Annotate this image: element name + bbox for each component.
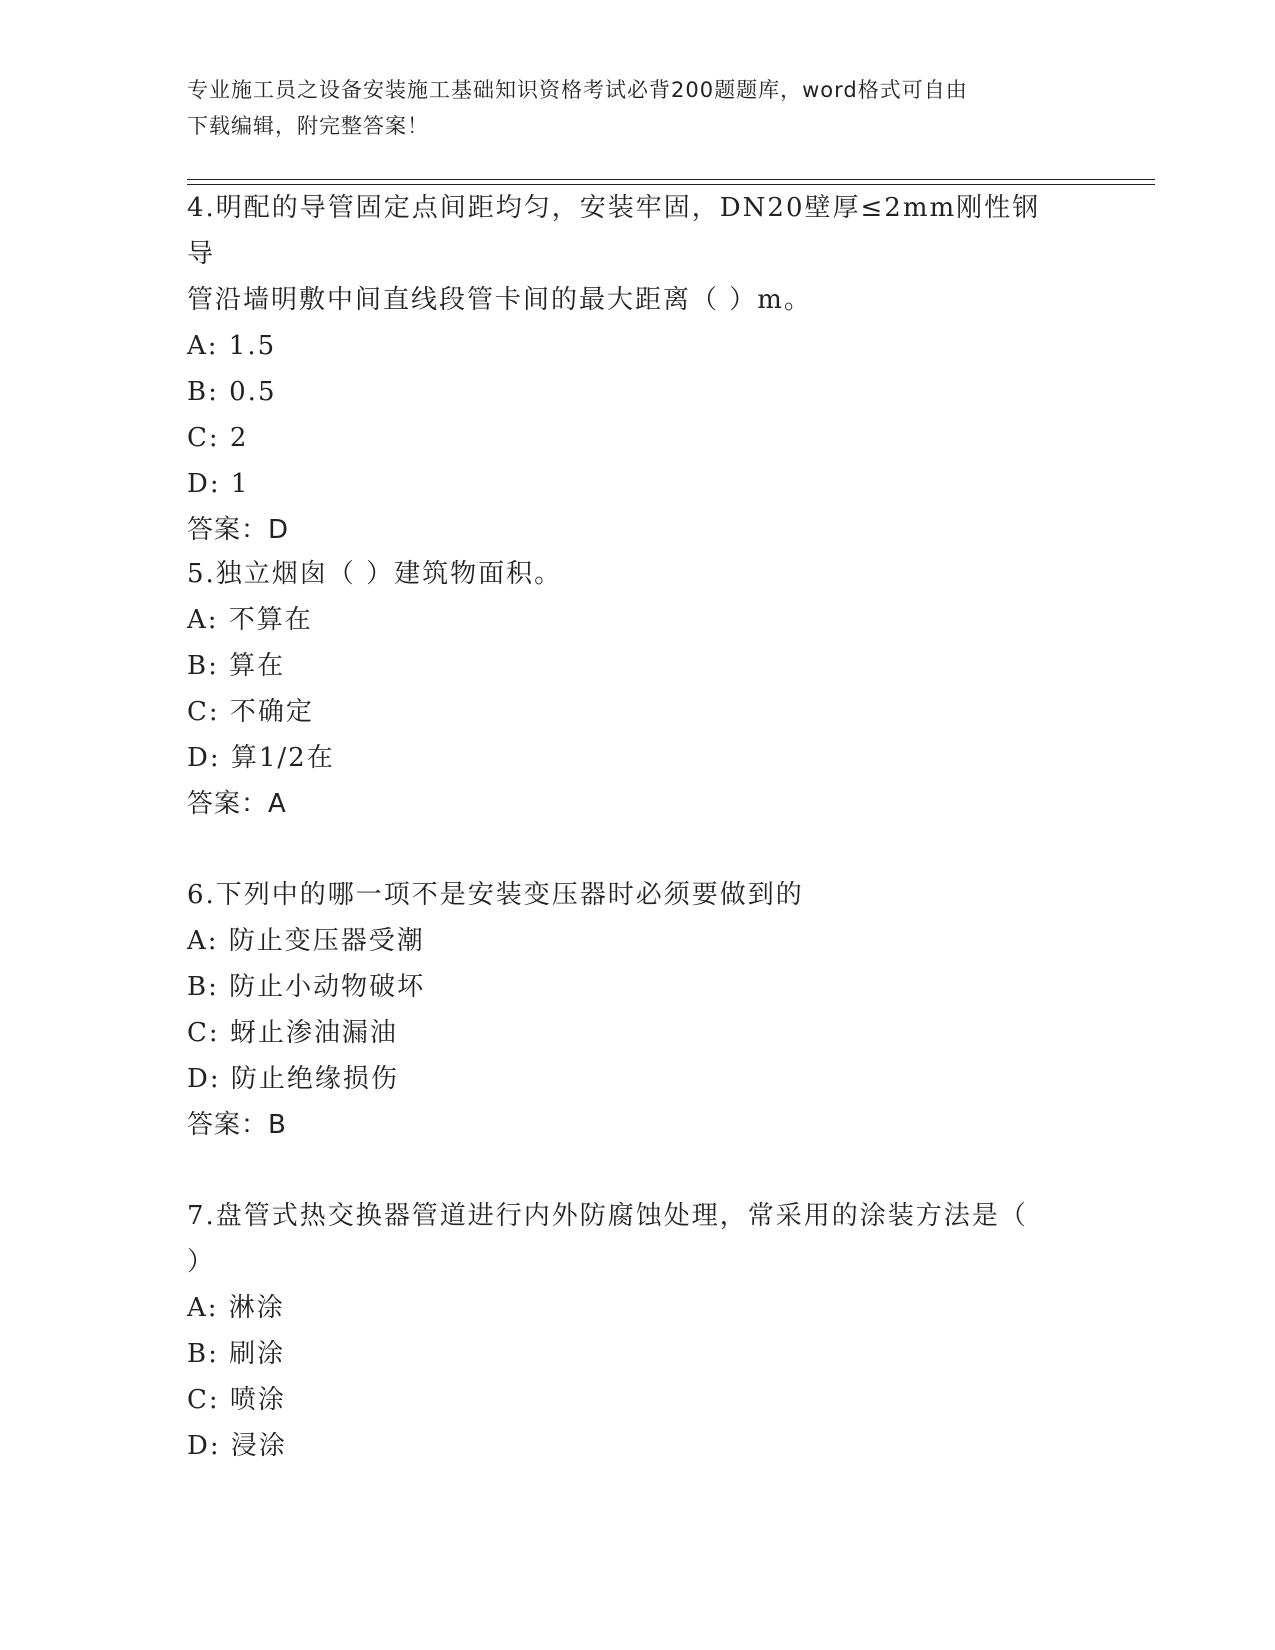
option-c: C: 喷涂 [187,1385,286,1415]
answer: 答案：A [187,789,287,819]
option-c: C: 2 [187,423,249,453]
question-5 [187,551,1067,827]
option-d: D: 防止绝缘损伤 [187,1064,399,1094]
option-c: C: 蚜止渗油漏油 [187,1018,398,1048]
option-b: B: 防止小动物破坏 [187,972,426,1002]
option-a: A: 不算在 [187,605,313,635]
option-a: A: 1.5 [187,331,277,361]
option-c: C: 不确定 [187,697,314,727]
question-6 [187,872,1067,1148]
question-stem-line: 7.盘管式热交换器管道进行内外防腐蚀处理，常采用的涂装方法是（ [187,1201,1028,1231]
option-d: D: 算1/2在 [187,743,335,773]
question-stem-line: 5.独立烟囱（ ）建筑物面积。 [187,559,563,589]
option-a: A: 防止变压器受潮 [187,926,425,956]
option-d: D: 1 [187,469,250,499]
question-stem-line: 6.下列中的哪一项不是安装变压器时必须要做到的 [187,880,804,910]
question-stem-line: 4.明配的导管固定点间距均匀，安装牢固，DN20壁厚≤2mm刚性钢导 [187,193,1041,269]
question-stem-line: ） [187,1247,216,1277]
question-stem-line: 管沿墙明敷中间直线段管卡间的最大距离（ ）m。 [187,285,812,315]
header-line-2: 下载编辑，附完整答案！ [187,114,429,138]
question-7 [187,1193,1067,1469]
header-line-1: 专业施工员之设备安装施工基础知识资格考试必背200题题库，word格式可自由 [187,78,968,102]
answer: 答案：B [187,1110,287,1140]
header-divider-top [187,179,1155,180]
option-b: B: 算在 [187,651,286,681]
option-a: A: 淋涂 [187,1293,285,1323]
question-4 [187,185,1067,553]
option-b: B: 0.5 [187,377,277,407]
option-d: D: 浸涂 [187,1431,287,1461]
option-b: B: 刷涂 [187,1339,286,1369]
document-header [187,72,1077,144]
answer: 答案：D [187,515,290,545]
